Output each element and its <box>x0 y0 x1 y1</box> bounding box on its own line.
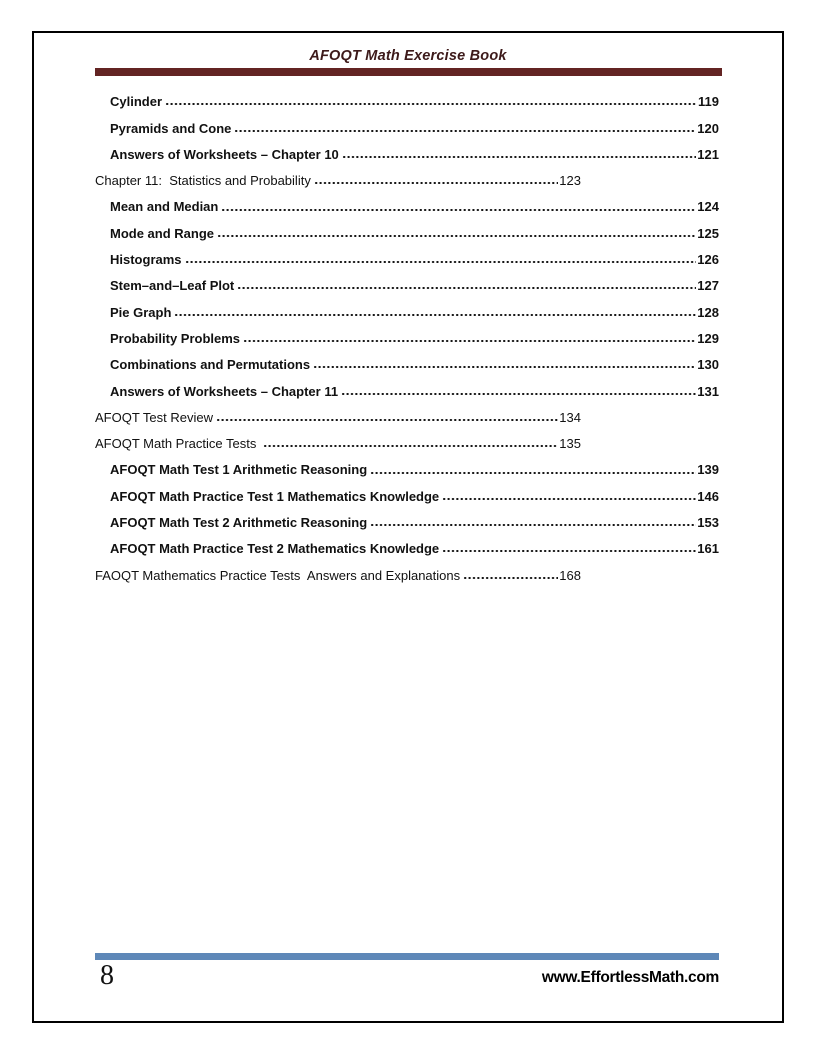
toc-entry-page: 119 <box>698 94 719 110</box>
toc-entry <box>95 84 719 110</box>
toc-entry-page: 129 <box>697 330 719 346</box>
dot-leader <box>370 505 696 531</box>
toc-entry-label: AFOQT Math Practice Tests <box>95 436 260 452</box>
toc-entry-page: 127 <box>697 278 719 294</box>
toc-entry <box>95 347 719 373</box>
toc-entry <box>95 557 581 583</box>
toc-entry-page: 130 <box>697 357 719 373</box>
toc-entry-label: Answers of Worksheets – Chapter 10 <box>110 146 339 162</box>
toc-entry-label: AFOQT Math Test 1 Arithmetic Reasoning <box>110 462 368 478</box>
toc-entry-page: 123 <box>559 173 581 189</box>
dot-leader <box>263 426 558 452</box>
toc-entry <box>95 400 581 426</box>
toc-entry <box>95 294 719 320</box>
dot-leader <box>243 321 696 347</box>
toc-entry <box>95 452 719 478</box>
dot-leader <box>313 347 696 373</box>
toc-entry-page: 121 <box>697 146 719 162</box>
toc-entry-page: 120 <box>697 120 719 136</box>
header-rule <box>95 68 722 76</box>
toc-entry <box>95 505 719 531</box>
toc-entry-page: 126 <box>697 252 719 268</box>
dot-leader <box>174 294 696 320</box>
toc-entry-label: Pie Graph <box>110 304 172 320</box>
dot-leader <box>342 137 697 163</box>
toc-entry <box>95 110 719 136</box>
dot-leader <box>442 478 696 504</box>
dot-leader <box>221 189 696 215</box>
toc-entry-page: 168 <box>559 567 581 583</box>
toc-entry-label: Pyramids and Cone <box>110 120 232 136</box>
toc-entry <box>95 268 719 294</box>
dot-leader <box>185 242 697 268</box>
toc-entry-label: AFOQT Math Practice Test 1 Mathematics Knowledge <box>110 488 440 504</box>
dot-leader <box>216 400 558 426</box>
toc-entry <box>95 215 719 241</box>
toc-entry-label: AFOQT Math Practice Test 2 Mathematics Knowledge <box>110 541 440 557</box>
toc-entry <box>95 163 581 189</box>
toc-entry-label: FAOQT Mathematics Practice Tests Answers and Explanations <box>95 567 461 583</box>
toc-entry-label: AFOQT Test Review <box>95 409 213 425</box>
toc-entry-page: 128 <box>697 304 719 320</box>
toc-entry <box>95 426 581 452</box>
page-number: 8 <box>100 960 114 991</box>
toc-entry-page: 135 <box>559 436 581 452</box>
dot-leader <box>370 452 696 478</box>
toc-entry <box>95 373 719 399</box>
dot-leader <box>442 531 696 557</box>
toc-entry-label: AFOQT Math Test 2 Arithmetic Reasoning <box>110 515 368 531</box>
dot-leader <box>237 268 696 294</box>
toc-entry-label: Histograms <box>110 252 182 268</box>
toc-entry-label: Mode and Range <box>110 225 215 241</box>
page-title: AFOQT Math Exercise Book <box>309 48 507 64</box>
toc-entry-label: Stem–and–Leaf Plot <box>110 278 235 294</box>
dot-leader <box>341 373 696 399</box>
table-of-contents <box>95 84 719 584</box>
website-link[interactable]: www.EffortlessMath.com <box>541 969 719 986</box>
toc-entry-page: 146 <box>697 488 719 504</box>
toc-entry-label: Answers of Worksheets – Chapter 11 <box>110 383 339 399</box>
dot-leader <box>314 163 558 189</box>
dot-leader <box>217 215 696 241</box>
toc-entry-label: Combinations and Permutations <box>110 357 311 373</box>
dot-leader <box>463 557 558 583</box>
footer-rule <box>95 953 719 960</box>
toc-entry-page: 161 <box>697 541 719 557</box>
toc-entry-label: Mean and Median <box>110 199 219 215</box>
toc-entry-page: 153 <box>697 515 719 531</box>
toc-entry-page: 125 <box>697 225 719 241</box>
toc-entry-page: 139 <box>697 462 719 478</box>
toc-entry-page: 134 <box>559 409 581 425</box>
dot-leader <box>165 84 697 110</box>
toc-entry-page: 131 <box>697 383 719 399</box>
toc-entry-label: Probability Problems <box>110 330 241 346</box>
dot-leader <box>234 110 696 136</box>
toc-entry-page: 124 <box>697 199 719 215</box>
toc-entry <box>95 531 719 557</box>
toc-entry <box>95 189 719 215</box>
toc-entry <box>95 321 719 347</box>
toc-entry <box>95 478 719 504</box>
toc-entry-label: Cylinder <box>110 94 163 110</box>
toc-entry <box>95 137 719 163</box>
toc-entry-label: Chapter 11: Statistics and Probability <box>95 173 311 189</box>
toc-entry <box>95 242 719 268</box>
